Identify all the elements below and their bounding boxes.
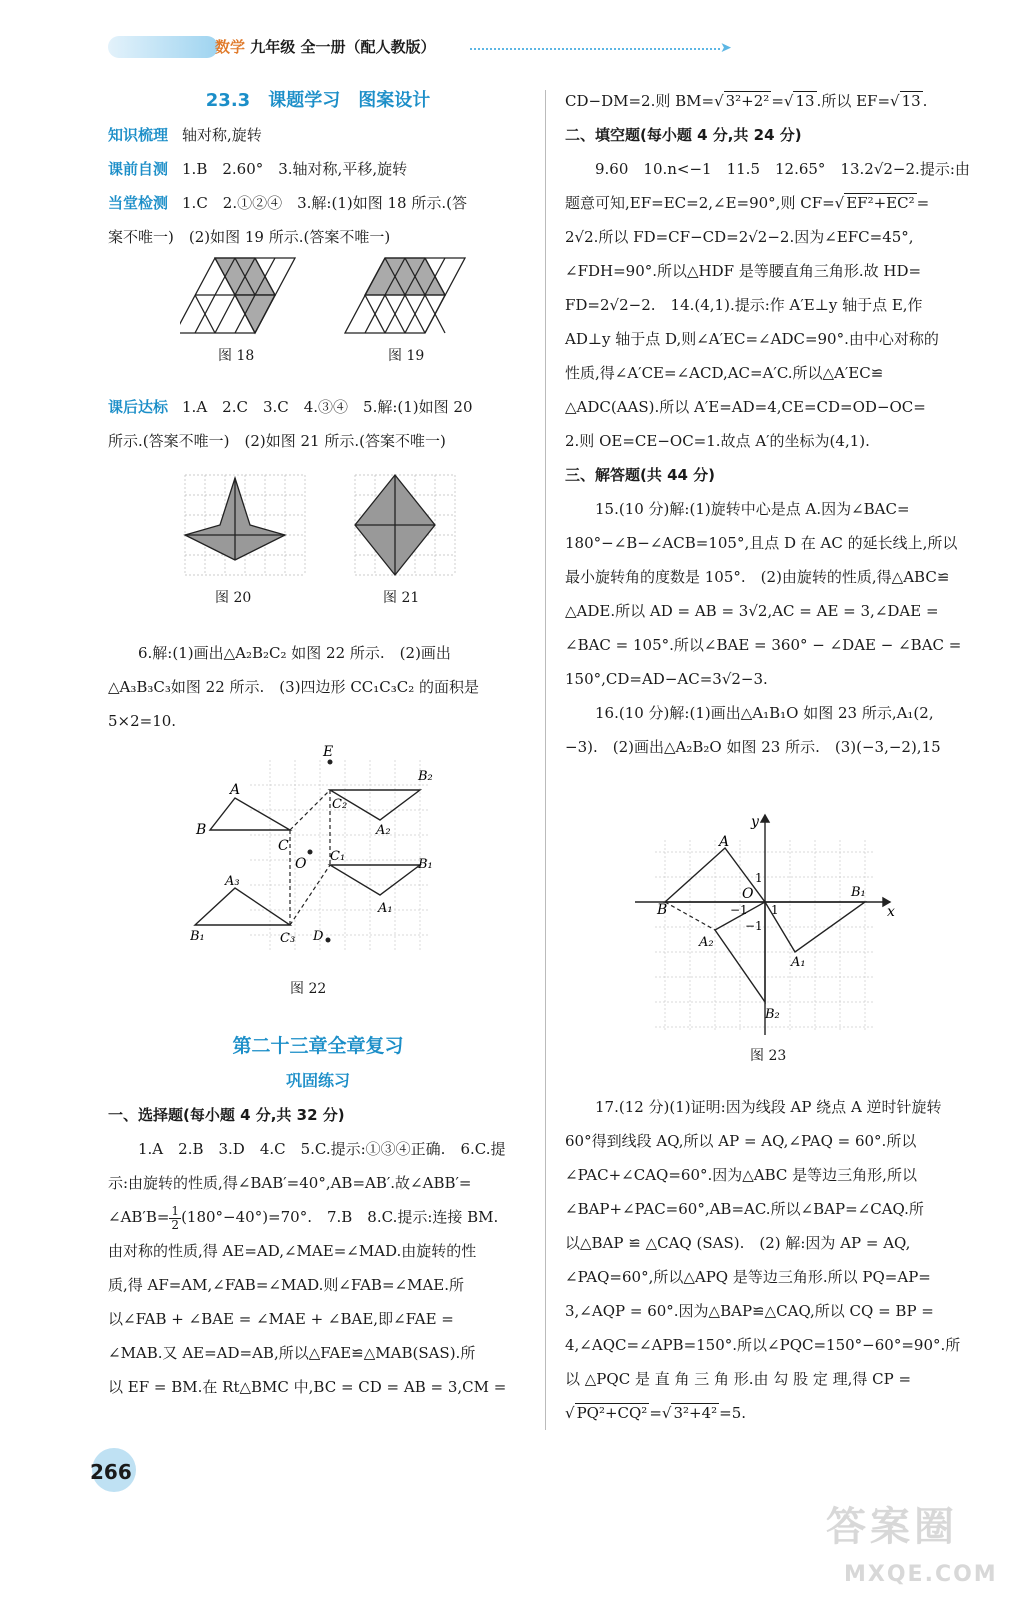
fig22-label-b3: B₁ (190, 929, 205, 944)
r-line1: CD−DM=2.则 BM=√ 3²+2² =√ 13 .所以 EF=√ 13 . (565, 92, 928, 110)
fill-line9: 2.则 OE=CE−OC=1.故点 A′的坐标为(4,1). (565, 432, 870, 450)
page-number: 266 (90, 1460, 132, 1484)
sqrt-pq-cq: PQ²+CQ² (576, 1404, 648, 1422)
fig23-diagram (635, 810, 905, 1035)
fig21-shape (355, 475, 435, 575)
fig23-label-y: y (751, 814, 759, 830)
watermark-logo: 答案圈 (826, 1504, 958, 1550)
fig18 (180, 258, 295, 333)
s17-line10: √ PQ²+CQ² =√ 3²+4² =5. (565, 1404, 747, 1422)
q6-line2: △A₃B₃C₃如图 22 所示. (3)四边形 CC₁C₃C₂ 的面积是 (108, 678, 480, 696)
fig20-21-diagram (180, 470, 480, 580)
fig22-label-o: O (295, 856, 307, 872)
fig23-caption: 图 23 (750, 1048, 787, 1064)
choice-line3 (108, 1200, 528, 1234)
q6-line1: 6.解:(1)画出△A₂B₂C₂ 如图 22 所示. (2)画出 (138, 644, 451, 662)
fig22-label-d: D (313, 929, 324, 944)
s17-line8: 4,∠AQC=∠APB=150°.所以∠PQC=150°−60°=90°.所 (565, 1336, 961, 1354)
fig22-point-o (308, 850, 313, 855)
s15-line5: ∠BAC = 105°.所以∠BAE = 360° − ∠DAE − ∠BAC = (565, 636, 962, 654)
choice-line4: 由对称的性质,得 AE=AD,∠MAE=∠MAD.由旋转的性 (108, 1242, 477, 1260)
fig22-label-c2: C₂ (332, 797, 348, 812)
fig22-label-a2: A₂ (376, 823, 391, 838)
s16-line1: 16.(10 分)解:(1)画出△A₁B₁O 如图 23 所示,A₁(2, (595, 704, 934, 722)
fig23-label-neg1x: −1 (730, 903, 748, 917)
fig23-label-a: A (719, 834, 730, 850)
fig22-point-d (326, 938, 331, 943)
s17-line7: 3,∠AQP = 60°.因为△BAP≌△CAQ,所以 CQ = BP = (565, 1302, 934, 1320)
s17-mid: = (649, 1404, 662, 1422)
solve-heading: 三、解答题(共 44 分) (565, 466, 716, 484)
s17-line5: 以△BAP ≌ △CAQ (SAS). (2) 解:因为 AP = AQ, (565, 1234, 911, 1252)
header-math-label: 数学 (215, 38, 246, 56)
r-line1d: . (922, 92, 928, 110)
header-band (108, 36, 218, 58)
fig23-label-b: B (657, 902, 668, 918)
s17-line4: ∠BAP+∠PAC=60°,AB=AC.所以∠BAP=∠CAQ.所 (565, 1200, 924, 1218)
fig22-tri-a1b1c1 (330, 865, 420, 895)
fig22-label-b: B (196, 822, 207, 838)
fill-line2b: = (916, 194, 930, 212)
review-block (108, 1028, 528, 1404)
fig22-label-c: C (278, 838, 289, 854)
header-grade: 九年级 全一册（配人教版） (250, 38, 436, 56)
choice-line2: 示:由旋转的性质,得∠BAB′=40°,AB=AB′.故∠ABB′= (108, 1174, 472, 1192)
fig23-label-1x: 1 (771, 903, 779, 917)
s17-line6: ∠PAQ=60°,所以△APQ 是等边三角形.所以 PQ=AP= (565, 1268, 931, 1286)
s17-line9: 以 △PQC 是 直 角 三 角 形.由 勾 股 定 理,得 CP = (565, 1370, 912, 1388)
s17-block (565, 1090, 995, 1430)
fig22-label-b2: B₂ (418, 769, 433, 784)
choice-line5: 质,得 AF=AM,∠FAB=∠MAD.则∠FAB=∠MAE.所 (108, 1276, 464, 1294)
header-arrow-icon: ➤ (720, 40, 732, 56)
choice-line7: ∠MAB.又 AE=AD=AB,所以△FAE≌△MAB(SAS).所 (108, 1344, 476, 1362)
fig23-label-1y: 1 (755, 871, 763, 885)
header-subtitle (215, 36, 435, 57)
fill-line5: FD=2√2−2. 14.(4,1).提示:作 A′E⊥y 轴于点 E,作 (565, 296, 923, 314)
fig19 (345, 258, 465, 333)
fig18-19-diagram (180, 255, 480, 340)
fig18-caption: 图 18 (218, 348, 255, 364)
r-line1a: CD−DM=2.则 BM= (565, 92, 715, 110)
dangtang-tag: 当堂检测 (108, 194, 169, 212)
consolidate-title: 巩固练习 (285, 1071, 350, 1090)
q6-line3: 5×2=10. (108, 712, 177, 730)
fig20-shape (185, 478, 285, 560)
fill-line2: 题意可知,EF=EC=2,∠E=90°,则 CF=√ EF²+EC² = (565, 194, 930, 212)
fill-line3: 2√2.所以 FD=CF−CD=2√2−2.因为∠EFC=45°, (565, 228, 914, 246)
s17-line2: 60°得到线段 AQ,所以 AP = AQ,∠PAQ = 60°.所以 (565, 1132, 917, 1150)
fig23-label-a1: A₁ (791, 955, 806, 970)
kqian-line (108, 152, 528, 186)
choice-line6: 以∠FAB + ∠BAE = ∠MAE + ∠BAE,即∠FAE = (108, 1310, 454, 1328)
fill-line1: 9.60 10.n<−1 11.5 12.65° 13.2√2−2.提示:由 (595, 160, 970, 178)
fill-line2a: 题意可知,EF=EC=2,∠E=90°,则 CF= (565, 194, 835, 212)
fig22-label-b1-right: B₁ (418, 857, 433, 872)
fill-line6: AD⊥y 轴于点 D,则∠A′EC=∠ADC=90°.由中心对称的 (565, 330, 939, 348)
fig22-label-e: E (323, 744, 334, 760)
kehou-line2: 所示.(答案不唯一) (2)如图 21 所示.(答案不唯一) (108, 432, 446, 450)
s15-line3: 最小旋转角的度数是 105°. (2)由旋转的性质,得△ABC≌ (565, 568, 950, 586)
fig22-label-a1: A₁ (378, 901, 393, 916)
kehou-tag: 课后达标 (108, 398, 169, 416)
s15-line4: △ADE.所以 AD = AB = 3√2,AC = AE = 3,∠DAE = (565, 602, 939, 620)
header-dotted-line (470, 48, 720, 50)
fill-line8: △ADC(AAS).所以 A′E=AD=4,CE=CD=OD−OC= (565, 398, 926, 416)
sqrt-13b: 13 (901, 92, 921, 110)
fig23-label-x: x (887, 904, 895, 920)
fig23-label-a2: A₂ (699, 935, 714, 950)
fig22-label-a3: A₃ (225, 874, 240, 889)
right-column (565, 84, 995, 764)
choice-line1: 1.A 2.B 3.D 4.C 5.C.提示:①③④正确. 6.C.提 (138, 1140, 506, 1158)
s17-line1: 17.(12 分)(1)证明:因为线段 AP 绕点 A 逆时针旋转 (595, 1098, 942, 1116)
sqrt-ef-ec: EF²+EC² (846, 194, 915, 212)
zhishi-text: 轴对称,旋转 (182, 126, 262, 144)
fig23-label-o: O (742, 886, 754, 902)
section-title: 23.3 课题学习 图案设计 (205, 90, 431, 111)
sqrt-3-4: 3²+4² (673, 1404, 718, 1422)
fig20-caption: 图 20 (215, 590, 252, 606)
s17-line3: ∠PAC+∠CAQ=60°.因为△ABC 是等边三角形,所以 (565, 1166, 917, 1184)
dangtang-text1: 1.C 2.①②④ 3.解:(1)如图 18 所示.(答 (182, 194, 467, 212)
column-divider (545, 90, 546, 1430)
fig23-label-b2: B₂ (765, 1007, 780, 1022)
q6-block (108, 636, 528, 738)
fig21-caption: 图 21 (383, 590, 420, 606)
choice-line3a: ∠AB′B= (108, 1208, 170, 1226)
choice-heading: 一、选择题(每小题 4 分,共 32 分) (108, 1106, 345, 1124)
fig18-shade-2 (235, 295, 275, 333)
fig23-label-b1: B₁ (851, 885, 866, 900)
kehou-text1: 1.A 2.C 3.C 4.③④ 5.解:(1)如图 20 (182, 398, 473, 416)
fig22-tri-abc (210, 798, 290, 830)
watermark-url: MXQE.COM (844, 1562, 998, 1587)
choice-line3b: (180°−40°)=70°. 7.B 8.C.提示:连接 BM. (181, 1208, 499, 1226)
s16-line2: −3). (2)画出△A₂B₂O 如图 23 所示. (3)(−3,−2),15 (565, 738, 941, 756)
s15-line1: 15.(10 分)解:(1)旋转中心是点 A.因为∠BAC= (595, 500, 910, 518)
left-column (108, 84, 528, 254)
fill-line4: ∠FDH=90°.所以△HDF 是等腰直角三角形.故 HD= (565, 262, 922, 280)
fig22-caption: 图 22 (290, 981, 327, 997)
sqrt-3-2: 3²+2² (725, 92, 770, 110)
kehou-line (108, 390, 528, 424)
fig22-tri-a3b3c3 (195, 888, 290, 925)
fraction-den: 2 (171, 1217, 180, 1232)
r-line1b: = (771, 92, 784, 110)
fig22-label-c3: C₃ (280, 931, 296, 946)
fig22-diagram (190, 740, 440, 955)
fraction-half (169, 1205, 181, 1232)
kqian-text: 1.B 2.60° 3.轴对称,平移,旋转 (182, 160, 408, 178)
kehou-block (108, 390, 528, 458)
dangtang-line2: 案不唯一) (2)如图 19 所示.(答案不唯一) (108, 228, 391, 246)
fill-line7: 性质,得∠A′CE=∠ACD,AC=A′C.所以△A′EC≌ (565, 364, 884, 382)
fig19-caption: 图 19 (388, 348, 425, 364)
s15-line6: 150°,CD=AD−AC=3√2−3. (565, 670, 768, 688)
kqian-tag: 课前自测 (108, 160, 169, 178)
fill-heading: 二、填空题(每小题 4 分,共 24 分) (565, 126, 802, 144)
dangtang-line (108, 186, 528, 220)
zhishi-tag: 知识梳理 (108, 126, 169, 144)
s17-end: =5. (719, 1404, 747, 1422)
fig19-shade (365, 258, 445, 295)
choice-line8: 以 EF = BM.在 Rt△BMC 中,BC = CD = AB = 3,CM = (108, 1378, 507, 1396)
s15-line2: 180°−∠B−∠ACB=105°,且点 D 在 AC 的延长线上,所以 (565, 534, 958, 552)
sqrt-13a: 13 (795, 92, 815, 110)
chapter-title: 第二十三章全章复习 (232, 1035, 404, 1057)
fraction-num: 1 (171, 1203, 180, 1218)
zhishi-line (108, 118, 528, 152)
fig22-label-a: A (230, 782, 241, 798)
r-line1c: .所以 EF= (816, 92, 891, 110)
fig23-label-neg1y: −1 (745, 919, 763, 933)
fig22-point-e (328, 760, 333, 765)
fig22-label-c1: C₁ (330, 849, 346, 864)
